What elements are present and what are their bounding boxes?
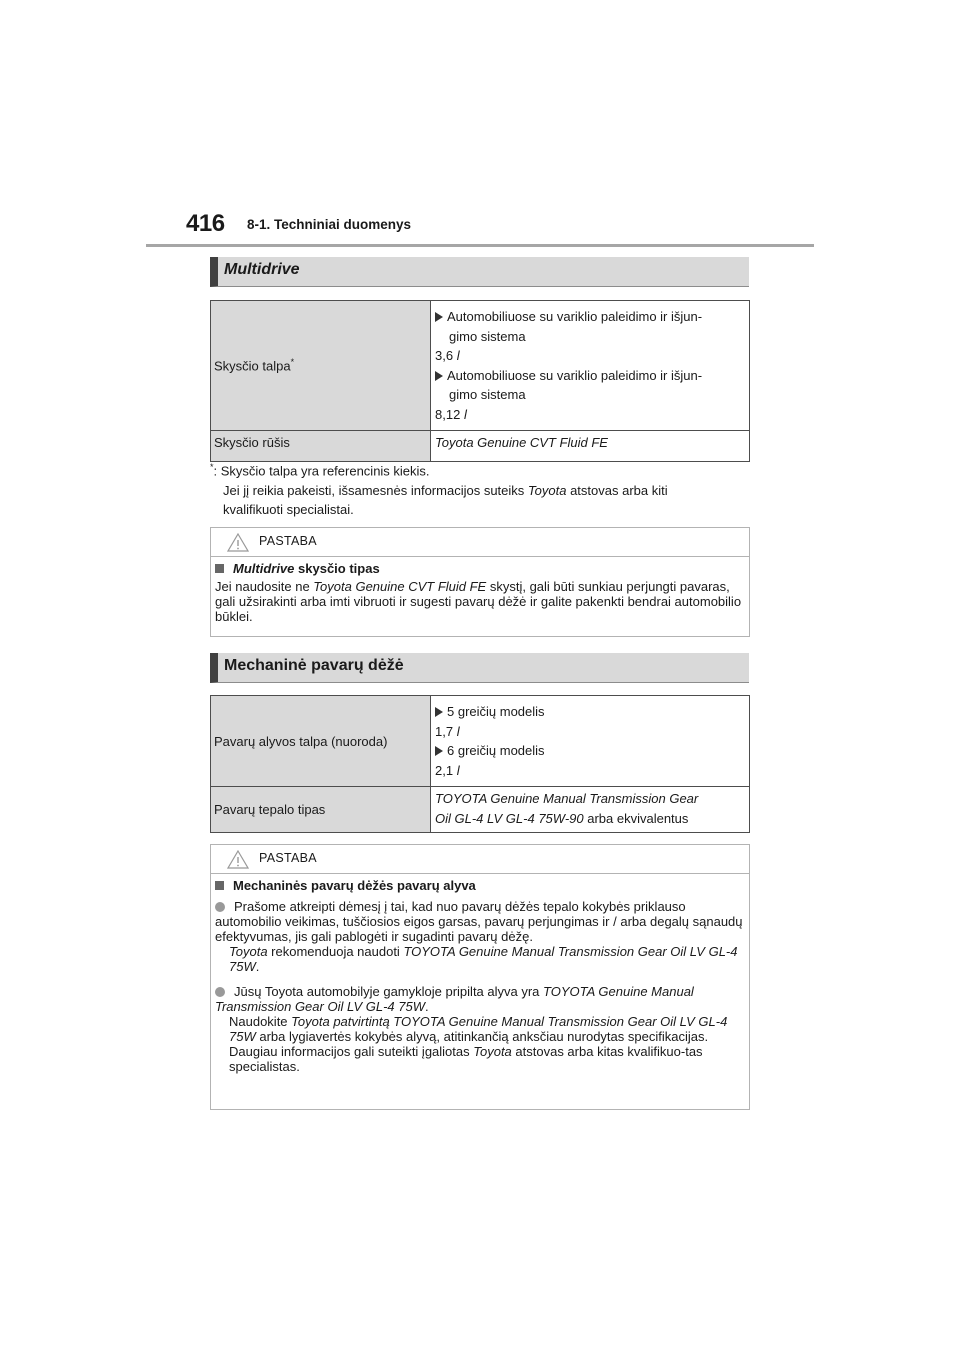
square-bullet-icon bbox=[215, 881, 224, 890]
list-item: Prašome atkreipti dėmesį į tai, kad nuo pavarų dėžės tepalo kokybės priklauso automobilio veikimas, tuščiosios eigos garsas, pavarų perjungimas ir / arba degalų sąnaudų efektyvumas, jis gali pablogėti ir sugadinti pavarų dėžę. Toyota rekomenduoja naudoti TOYOTA Genuine Manual Transmission Gear Oil LV GL-4 75W. bbox=[215, 899, 743, 974]
page-number: 416 bbox=[186, 210, 225, 237]
capacity-value-cell bbox=[431, 301, 750, 431]
notice-box-manual bbox=[210, 844, 750, 1110]
list-item bbox=[435, 307, 745, 327]
type-value-cell: TOYOTA Genuine Manual Transmission Gear Oil GL-4 LV GL-4 75W-90 arba ekvivalentus bbox=[431, 787, 750, 833]
list-item: 6 greičių modelis bbox=[435, 741, 745, 761]
table-row bbox=[211, 696, 750, 787]
list-item: 5 greičių modelis bbox=[435, 702, 745, 722]
condition-text: Automobiliuose su variklio paleidimo ir išjun- bbox=[447, 367, 703, 383]
table-row bbox=[211, 301, 750, 431]
square-bullet-icon bbox=[215, 564, 224, 573]
notice-subheading: Multidrive skysčio tipas bbox=[215, 561, 745, 576]
circle-bullet-icon bbox=[215, 987, 225, 997]
condition-text: gimo sistema bbox=[449, 328, 526, 344]
chapter-title: 8-1. Techniniai duomenys bbox=[247, 217, 412, 232]
list-item: Jūsų Toyota automobilyje gamykloje pripilta alyva yra TOYOTA Genuine Manual Transmission Gear Oil LV GL-4 75W. Naudokite Toyota patvirtintą TOYOTA Genuine Manual Transmission Gear Oil LV GL-4 75W arba lygiavertės kokybės alyvą, atitinkančią anksčiau nurodytas specifikacijas. Daugiau informacijos gali suteikti įgaliotas Toyota atstovas arba kitas kvalifikuo-tas specialistas. bbox=[215, 984, 728, 1074]
footnote-mark: * bbox=[290, 357, 295, 368]
multidrive-spec-table bbox=[210, 300, 750, 462]
type-label-cell: Pavarų tepalo tipas bbox=[211, 787, 431, 833]
arrow-right-icon bbox=[435, 746, 443, 756]
type-label-cell: Skysčio rūšis bbox=[211, 431, 431, 462]
section-title: Multidrive bbox=[224, 261, 300, 278]
capacity-amount: 2,1 l bbox=[435, 762, 460, 778]
warning-icon bbox=[227, 850, 249, 869]
capacity-amount: 8,12 l bbox=[435, 406, 467, 422]
capacity-value-cell bbox=[431, 696, 750, 787]
list-item bbox=[435, 366, 745, 386]
notice-header bbox=[211, 845, 749, 874]
header-divider bbox=[146, 244, 814, 247]
arrow-right-icon bbox=[435, 371, 443, 381]
type-value-cell: Toyota Genuine CVT Fluid FE bbox=[431, 431, 750, 462]
table-row bbox=[211, 431, 750, 462]
notice-subheading: Mechaninės pavarų dėžės pavarų alyva bbox=[215, 878, 745, 893]
capacity-label-cell: Pavarų alyvos talpa (nuoroda) bbox=[211, 696, 431, 787]
footnote: *: Skysčio talpa yra referencinis kiekis. Jei jį reikia pakeisti, išsamesnės informacijos suteiks Toyota atstovas arba kiti kvalifikuoti specialistai. bbox=[210, 462, 668, 518]
arrow-right-icon bbox=[435, 707, 443, 717]
circle-bullet-icon bbox=[215, 902, 225, 912]
condition-text: Automobiliuose su variklio paleidimo ir išjun- bbox=[447, 309, 703, 324]
manual-spec-table bbox=[210, 695, 750, 833]
capacity-label-cell bbox=[211, 301, 431, 431]
notice-header bbox=[211, 528, 749, 557]
condition-text: gimo sistema bbox=[449, 387, 526, 402]
capacity-amount: 1,7 l bbox=[435, 723, 460, 739]
section-heading-multidrive bbox=[210, 257, 749, 287]
notice-title: PASTABA bbox=[259, 851, 317, 865]
section-heading-manual bbox=[210, 653, 749, 683]
notice-title: PASTABA bbox=[259, 534, 317, 548]
table-row bbox=[211, 787, 750, 833]
warning-icon bbox=[227, 533, 249, 552]
capacity-amount: 3,6 l bbox=[435, 348, 460, 363]
notice-box-multidrive bbox=[210, 527, 750, 637]
notice-body bbox=[211, 557, 749, 632]
notice-body bbox=[211, 874, 749, 1082]
capacity-label: Skysčio talpa bbox=[214, 358, 291, 374]
section-title: Mechaninė pavarų dėžė bbox=[224, 657, 404, 674]
notice-text: Jei naudosite ne Toyota Genuine CVT Fluid FE skystį, gali būti sunkiau perjungti pavaras, gali užsirakinti arba imti vibruoti ir sugesti pavarų dėžė ir galite pakenkti bendrai automobilio būklei. bbox=[215, 579, 742, 624]
arrow-right-icon bbox=[435, 312, 443, 322]
